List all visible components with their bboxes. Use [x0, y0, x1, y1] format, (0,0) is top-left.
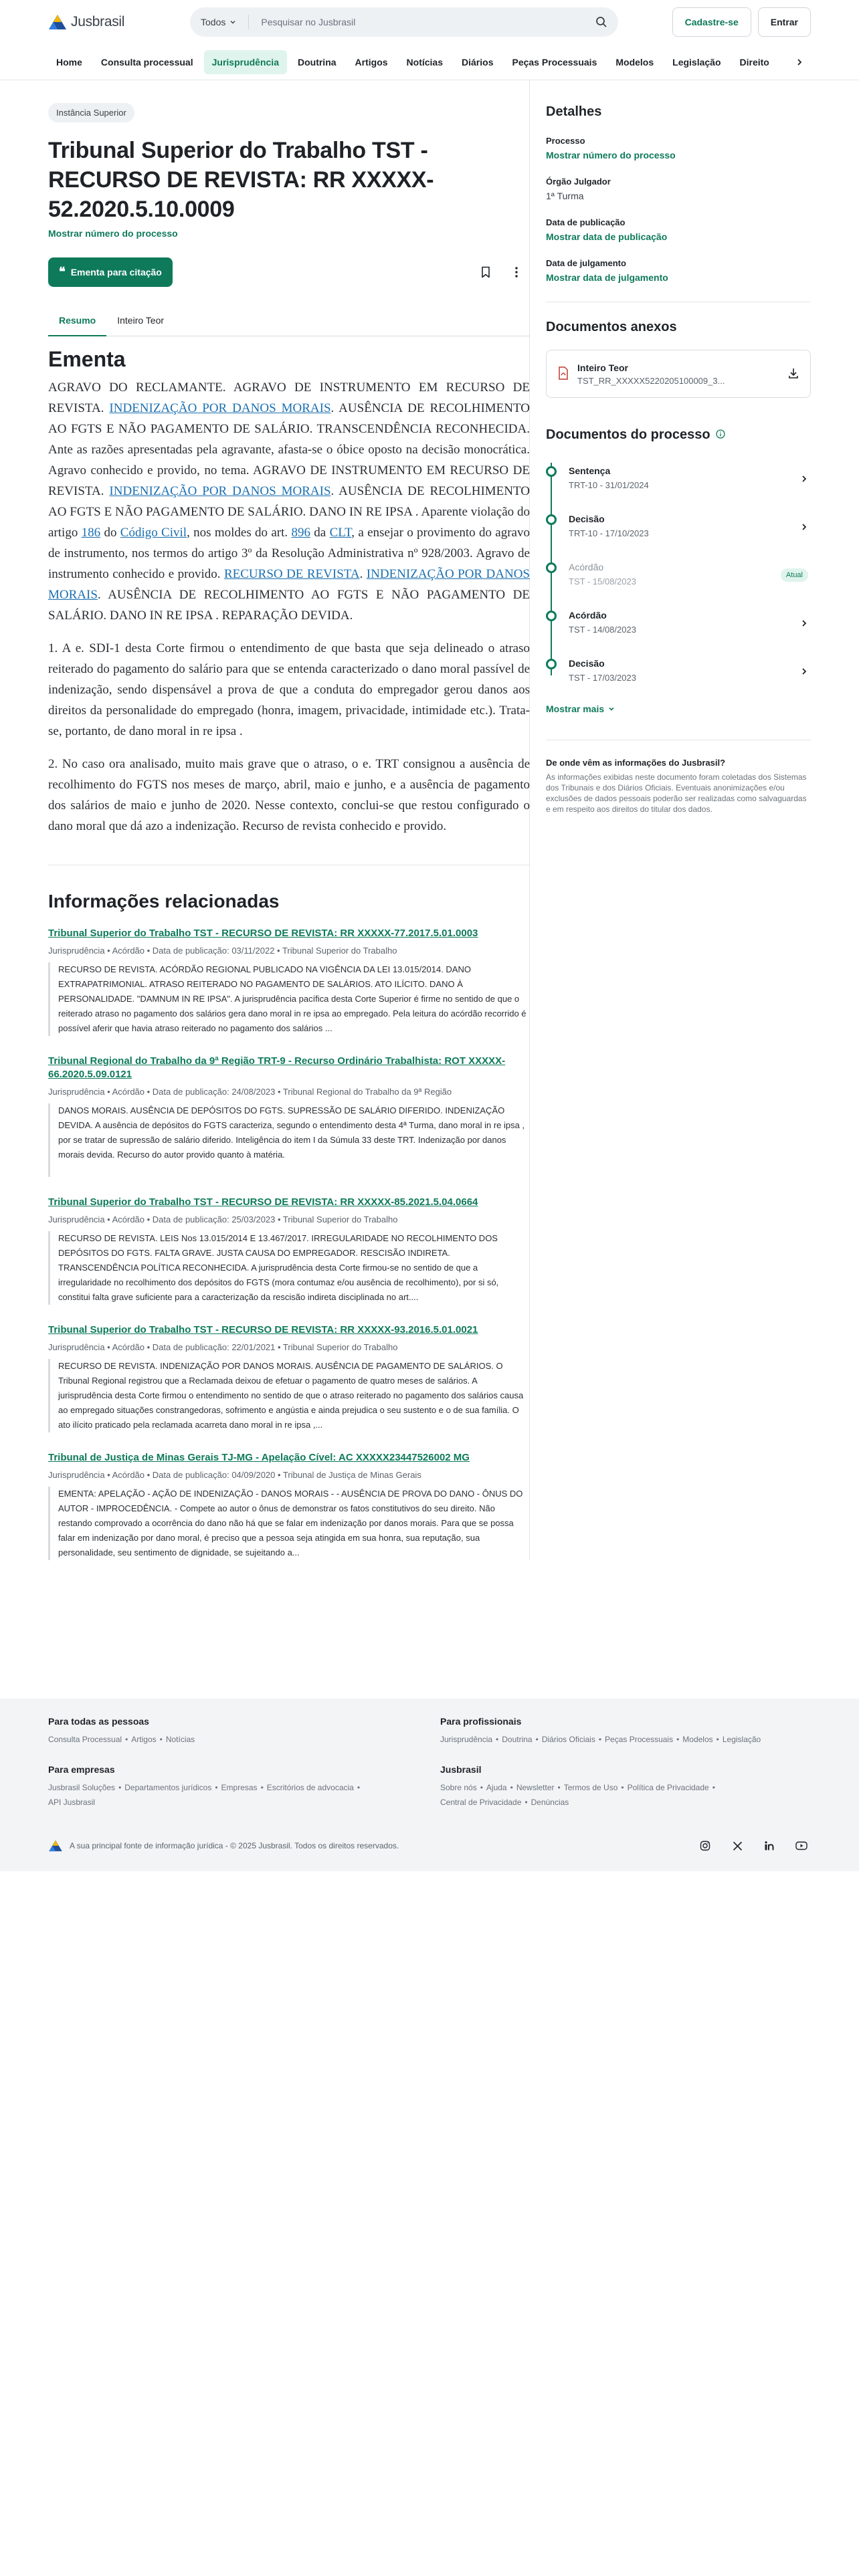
timeline-item[interactable] — [546, 455, 811, 503]
related-item-meta: Jurisprudência • Acórdão • Data de publicação: 03/11/2022 • Tribunal Superior do Trabalho — [48, 946, 397, 956]
tab-resumo[interactable]: Resumo — [48, 307, 106, 336]
ementa-paragraph-2: 1. A e. SDI-1 desta Corte firmou o entendimento de que basta que seja delineado o atraso reiterado do pagamento do salário para que se entenda caracterizado o dano moral passível de indenização, sendo dispensável a prova de que a conduta do empregador gerou danos aos direitos da personalidade do empregado (honra, imagem, privacidade, intimidade etc.). Trata-se, portanto, de dano moral in re ipsa . — [48, 641, 530, 738]
indenizacao-link[interactable]: INDENIZAÇÃO POR DANOS MORAIS — [109, 484, 331, 498]
download-icon[interactable] — [787, 367, 799, 381]
footer-link[interactable]: Jusbrasil Soluções — [48, 1783, 116, 1792]
chevron-down-icon — [608, 706, 615, 712]
nav-item-noticias[interactable]: Notícias — [406, 56, 444, 68]
linkedin-icon[interactable] — [763, 1839, 776, 1852]
show-process-number-link[interactable]: Mostrar número do processo — [546, 150, 676, 160]
footer-link[interactable]: Doutrina — [502, 1735, 533, 1744]
chevron-right-icon — [797, 475, 811, 483]
nav-item-jurisprudencia[interactable]: Jurisprudência — [204, 50, 287, 74]
show-process-number-link[interactable]: Mostrar número do processo — [48, 228, 178, 239]
timeline-item[interactable] — [546, 503, 811, 551]
login-button[interactable]: Entrar — [758, 7, 811, 37]
nav-item-doutrina[interactable]: Doutrina — [297, 56, 337, 68]
footer-links: Consulta Processual • Artigos • Notícias — [48, 1735, 195, 1744]
nav-item-modelos[interactable]: Modelos — [615, 56, 654, 68]
bookmark-icon[interactable] — [476, 263, 495, 282]
ementa-heading: Ementa — [48, 347, 126, 371]
x-icon[interactable] — [731, 1839, 744, 1852]
related-item-title[interactable]: Tribunal de Justiça de Minas Gerais TJ-MG - Apelação Cível: AC XXXXX23447526002 MG — [48, 1452, 470, 1463]
related-item-meta: Jurisprudência • Acórdão • Data de publicação: 24/08/2023 • Tribunal Regional do Trabalho da 9ª Região — [48, 1087, 452, 1097]
related-item — [48, 927, 530, 1036]
related-item-excerpt: EMENTA: APELAÇÃO - AÇÃO DE INDENIZAÇÃO - DANOS MORAIS - - AUSÊNCIA DE PROVA DO DANO - ÔNUS DO AUTOR - IMPROCEDÊNCIA. - Compete ao autor o ônus de demonstrar os fatos constitutivos do seu direito. Não restando comprovado a ocorrência do dano não há que se falar em indenização por danos morais. Para que se possa falar em indenização por dano moral, é preciso que a pessoa seja atingida em sua honra, sua reputação, sua personalidade, seu sentimento de dignidade, se sujeitando a... — [48, 1487, 530, 1560]
related-item-excerpt: RECURSO DE REVISTA. INDENIZAÇÃO POR DANOS MORAIS. AUSÊNCIA DE PAGAMENTO DE SALÁRIOS. O Tribunal Regional registrou que a Reclamada deixou de efetuar o pagamento de quatro meses de salários. A jurisprudência desta Corte firmou o entendimento no sentido de que o atraso reiterado no pagamento dos salários causa ao empregado situações constrangedoras, sofrimento e angústia e ainda prejudica o seu sustento e o de sua família. O ato ilícito praticado pela reclamada acarreta dano moral in re ipsa ,... — [48, 1359, 530, 1432]
footer-heading: Para empresas — [48, 1764, 115, 1775]
related-item-excerpt: RECURSO DE REVISTA. LEIS Nos 13.015/2014 E 13.467/2017. IRREGULARIDADE NO RECOLHIMENTO DOS DEPÓSITOS DO FGTS. FALTA GRAVE. JUSTA CAUSA DO EMPREGADOR. RESCISÃO INDIRETA. TRANSCENDÊNCIA POLÍTICA RECONHECIDA. A jurisprudência desta Corte firmou-se no sentido de que a irregularidade no recolhimento dos depósitos do FGTS (mora contumaz e/ou ausência de recolhimento), por si só, constitui falta grave suficiente para a caracterização da rescisão indireta disciplinada no art.... — [48, 1231, 530, 1305]
footer-link[interactable]: Legislação — [722, 1735, 761, 1744]
quote-icon: ❝ — [59, 265, 66, 279]
ementa-text: do — [100, 526, 120, 540]
artigo-186-link[interactable]: 186 — [81, 526, 101, 540]
related-item-meta: Jurisprudência • Acórdão • Data de publicação: 25/03/2023 • Tribunal Superior do Trabalho — [48, 1214, 398, 1224]
timeline-item-sub: TRT-10 - 31/01/2024 — [569, 479, 649, 490]
ementa-text: AGRAVO DO RECLAMANTE. AGRAVO DE INSTRUMENTO EM RECURSO DE REVISTA. — [48, 381, 530, 415]
footer-column-1 — [48, 1716, 440, 1810]
logo-icon — [48, 14, 67, 30]
footer-link[interactable]: Termos de Uso — [563, 1783, 618, 1792]
logo-icon — [48, 1840, 63, 1852]
timeline-item-sub: TST - 15/08/2023 — [569, 576, 636, 586]
footer-links: Sobre nós • Ajuda • Newsletter • Termos de Uso • Política de Privacidade • Central de Privacidade • Denúncias — [440, 1783, 715, 1807]
footer-link[interactable]: Denúncias — [531, 1798, 569, 1807]
related-item — [48, 1055, 530, 1177]
ementa-text: , a ensejar o provimento do agravo de instrumento, nos termos do artigo 3º da Resolução Administrativa nº 928/2003. Agravo de instrumento conhecido e provido. — [48, 526, 530, 581]
document-icon-actions — [476, 263, 530, 282]
document-tabs — [48, 307, 530, 336]
social-links — [698, 1839, 811, 1852]
nav-item-diarios[interactable]: Diários — [462, 56, 494, 68]
orgao-julgador-label: Órgão Julgador — [546, 177, 611, 187]
ementa-paragraph-1 — [48, 377, 530, 626]
ementa-text: , nos moldes do art. — [187, 526, 292, 540]
processo-label: Processo — [546, 136, 585, 146]
signup-button[interactable]: Cadastre-se — [672, 7, 751, 37]
search-scope-select[interactable] — [201, 15, 249, 29]
details-heading: Detalhes — [546, 104, 602, 119]
timeline-dot — [546, 514, 557, 525]
timeline-item-title: Sentença — [569, 465, 611, 476]
related-item-title[interactable]: Tribunal Superior do Trabalho TST - RECURSO DE REVISTA: RR XXXXX-85.2021.5.04.0664 — [48, 1196, 478, 1208]
cite-button-label: Ementa para citação — [70, 267, 162, 278]
process-timeline — [546, 455, 811, 695]
chevron-right-icon — [797, 619, 811, 627]
main-nav — [0, 44, 859, 80]
chevron-right-icon — [797, 667, 811, 675]
footer-link[interactable]: Diários Oficiais — [541, 1735, 595, 1744]
footer-heading: Para todas as pessoas — [48, 1716, 149, 1727]
logo-text: Jusbrasil — [71, 14, 125, 29]
ementa-paragraph-3: 2. No caso ora analisado, muito mais grave que o atraso, o e. TRT consignou a ausência de recolhimento do FGTS nos meses de março, abril, maio e junho, e a ausência de pagamento dos salários de maio e junho de 2020. Nesse contexto, conclui-se que restou configurado o dano moral que dá azo a indenização. Recurso de revista conhecido e provido. — [48, 757, 530, 833]
related-item-title[interactable]: Tribunal Regional do Trabalho da 9ª Região TRT-9 - Recurso Ordinário Trabalhista: ROT XXXXX-66.2020.5.09.0121 — [48, 1055, 506, 1080]
ementa-body — [48, 377, 530, 837]
clt-link[interactable]: CLT — [329, 526, 352, 540]
footer-link[interactable]: Jurisprudência — [440, 1735, 493, 1744]
related-list — [48, 927, 530, 1560]
timeline-item-title: Acórdão — [569, 609, 607, 621]
ementa-text: da — [310, 526, 330, 540]
footer-links: Jusbrasil Soluções • Departamentos jurídicos • Empresas • Escritórios de advocacia • API Jusbrasil — [48, 1783, 361, 1807]
instance-chip: Instância Superior — [48, 103, 134, 122]
footer-link[interactable]: Ajuda — [486, 1783, 507, 1792]
ementa-text: . AUSÊNCIA DE RECOLHIMENTO AO FGTS E NÃO PAGAMENTO DE SALÁRIO. DANO IN RE IPSA . Aparente violação do artigo — [48, 484, 530, 540]
footer-link[interactable]: Central de Privacidade — [440, 1798, 522, 1807]
annex-filename: TST_RR_XXXXX5220205100009_3... — [577, 375, 725, 386]
timeline-item[interactable] — [546, 599, 811, 647]
show-judgment-date-link[interactable]: Mostrar data de julgamento — [546, 272, 668, 283]
footer-link[interactable]: Departamentos jurídicos — [124, 1783, 212, 1792]
timeline-dot — [546, 611, 557, 621]
info-icon[interactable] — [716, 429, 725, 441]
nav-item-home[interactable]: Home — [56, 56, 82, 68]
nav-item-direito[interactable]: Direito — [739, 56, 769, 68]
timeline-item-title: Decisão — [569, 513, 605, 524]
annex-title: Inteiro Teor — [577, 362, 628, 373]
ementa-text: . AUSÊNCIA DE RECOLHIMENTO AO FGTS E NÃO PAGAMENTO DE SALÁRIO. TRANSCENDÊNCIA RECONHECIDA. Ante as razões apresentadas pela agravante, afasta-se o óbice oposto na decisão monocrática. Agravo conhecido e provido, no tema. AGRAVO DE INSTRUMENTO EM RECURSO DE REVISTA. — [48, 401, 530, 498]
search-bar — [190, 7, 618, 37]
codigo-civil-link[interactable]: Código Civil — [120, 526, 187, 540]
copyright-text: A sua principal fonte de informação jurídica - © 2025 Jusbrasil. Todos os direitos reservados. — [70, 1841, 399, 1850]
artigo-896-link[interactable]: 896 — [291, 526, 310, 540]
footer — [0, 1699, 859, 1871]
pdf-file-icon — [557, 366, 569, 382]
header-actions — [672, 7, 811, 37]
related-item-title[interactable]: Tribunal Superior do Trabalho TST - RECURSO DE REVISTA: RR XXXXX-77.2017.5.01.0003 — [48, 928, 478, 939]
search-icon[interactable] — [595, 16, 607, 28]
nav-item-artigos[interactable]: Artigos — [355, 56, 388, 68]
source-text: As informações exibidas neste documento foram coletadas dos Sistemas dos Tribunais e dos Diários Oficiais. Eventuais anonimizações e/ou exclusões de dados pessoais poderão ser realizadas como salvaguardas e em respeito aos direitos do titular dos dados. — [546, 772, 807, 814]
timeline-item-current — [546, 551, 811, 599]
sidebar — [530, 80, 811, 1560]
process-docs-header — [546, 427, 811, 443]
nav-item-pecas-processuais[interactable]: Peças Processuais — [512, 56, 597, 68]
annex-card[interactable] — [546, 350, 811, 398]
copyright — [48, 1840, 399, 1852]
footer-link[interactable]: Empresas — [221, 1783, 258, 1792]
footer-column-2 — [440, 1716, 815, 1810]
show-more-link[interactable] — [546, 704, 811, 714]
jusbrasil-logo[interactable] — [48, 14, 190, 30]
footer-bottom — [48, 1839, 811, 1852]
footer-link[interactable]: API Jusbrasil — [48, 1798, 96, 1807]
recurso-de-revista-link[interactable]: RECURSO DE REVISTA — [223, 567, 360, 581]
search-input[interactable] — [249, 17, 595, 27]
instagram-icon[interactable] — [698, 1839, 712, 1852]
related-item — [48, 1323, 530, 1432]
related-heading: Informações relacionadas — [48, 891, 280, 911]
nav-item-consulta-processual[interactable]: Consulta processual — [100, 56, 193, 68]
footer-heading: Para profissionais — [440, 1716, 522, 1727]
footer-link[interactable]: Artigos — [131, 1735, 157, 1744]
timeline-item-title: Acórdão — [569, 561, 604, 572]
footer-heading: Jusbrasil — [440, 1764, 482, 1775]
main-column — [48, 80, 530, 1560]
chevron-right-icon — [797, 523, 811, 531]
more-options-icon[interactable] — [507, 263, 526, 282]
indenizacao-link[interactable]: INDENIZAÇÃO POR DANOS MORAIS — [48, 567, 530, 602]
related-item-excerpt: RECURSO DE REVISTA. ACÓRDÃO REGIONAL PUBLICADO NA VIGÊNCIA DA LEI 13.015/2014. DANO EXTRAPATRIMONIAL. ATRASO REITERADO NO PAGAMENTO DE SALÁRIOS. ATO ILÍCITO. DANO À PERSONALIDADE. "DAMNUM IN RE IPSA". A jurisprudência pacífica desta Corte Superior é firme no sentido de que o reiterado atraso no pagamento dos salários gera dano moral in re ipsa ao empregado. Pela leitura do acórdão recorrido é possível aferir que havia atraso reiterado no pagamento dos salários ... — [48, 962, 530, 1036]
timeline-dot — [546, 466, 557, 477]
timeline-item[interactable] — [546, 647, 811, 695]
publicacao-label: Data de publicação — [546, 217, 626, 227]
footer-link[interactable]: Notícias — [165, 1735, 195, 1744]
footer-links: Jurisprudência • Doutrina • Diários Oficiais • Peças Processuais • Modelos • Legislação — [440, 1735, 761, 1744]
process-docs-heading: Documentos do processo — [546, 427, 710, 442]
ementa-text: . — [359, 567, 367, 581]
footer-link[interactable]: Modelos — [682, 1735, 713, 1744]
timeline-dot — [546, 562, 557, 573]
timeline-item-title: Decisão — [569, 657, 605, 669]
julgamento-label: Data de julgamento — [546, 258, 626, 268]
cite-button[interactable] — [48, 257, 173, 287]
related-item-title[interactable]: Tribunal Superior do Trabalho TST - RECURSO DE REVISTA: RR XXXXX-93.2016.5.01.0021 — [48, 1324, 478, 1335]
annex-heading: Documentos anexos — [546, 320, 677, 334]
related-item — [48, 1451, 530, 1560]
action-row — [48, 257, 530, 287]
orgao-julgador-value: 1ª Turma — [546, 191, 584, 201]
footer-link[interactable]: Escritórios de advocacia — [266, 1783, 354, 1792]
timeline-item-sub: TST - 14/08/2023 — [569, 624, 636, 635]
timeline-item-sub: TRT-10 - 17/10/2023 — [569, 528, 649, 538]
nav-item-legislacao[interactable]: Legislação — [672, 56, 721, 68]
tab-inteiro-teor[interactable]: Inteiro Teor — [117, 315, 165, 326]
source-heading: De onde vêm as informações do Jusbrasil? — [546, 758, 726, 768]
timeline-item-sub: TST - 17/03/2023 — [569, 672, 636, 683]
content-container — [0, 80, 859, 1560]
footer-link[interactable]: Sobre nós — [440, 1783, 477, 1792]
ementa-text: . AUSÊNCIA DE RECOLHIMENTO AO FGTS E NÃO PAGAMENTO DE SALÁRIO. DANO IN RE IPSA . REPARAÇÃO DEVIDA. — [48, 588, 530, 623]
youtube-icon[interactable] — [795, 1839, 808, 1852]
related-item-excerpt: DANOS MORAIS. AUSÊNCIA DE DEPÓSITOS DO FGTS. SUPRESSÃO DE SALÁRIO DIFERIDO. INDENIZAÇÃO DEVIDA. A ausência de depósitos do FGTS caracteriza, segundo o entendimento desta 4ª Turma, dano moral in re ipsa , por se tratar de supressão de salário diferido. Inteligência do item I da Súmula 33 deste TRT. Indenização por danos morais devida. Recurso do autor provido quanto à matéria. — [48, 1103, 530, 1177]
related-item-meta: Jurisprudência • Acórdão • Data de publicação: 04/09/2020 • Tribunal de Justiça de Minas Gerais — [48, 1470, 421, 1480]
footer-link[interactable]: Política de Privacidade — [627, 1783, 709, 1792]
top-bar — [0, 0, 859, 44]
current-badge: Atual — [781, 568, 808, 582]
footer-link[interactable]: Newsletter — [516, 1783, 555, 1792]
chevron-down-icon — [229, 19, 236, 25]
show-publication-date-link[interactable]: Mostrar data de publicação — [546, 231, 668, 242]
timeline-dot — [546, 659, 557, 669]
footer-link[interactable]: Consulta Processual — [48, 1735, 122, 1744]
indenizacao-link[interactable]: INDENIZAÇÃO POR DANOS MORAIS — [109, 401, 331, 415]
footer-link[interactable]: Peças Processuais — [605, 1735, 674, 1744]
search-scope-label: Todos — [201, 17, 226, 27]
nav-scroll-right-icon[interactable] — [788, 51, 811, 74]
related-item-meta: Jurisprudência • Acórdão • Data de publicação: 22/01/2021 • Tribunal Superior do Trabalho — [48, 1342, 398, 1352]
related-item — [48, 1196, 530, 1305]
show-more-label: Mostrar mais — [546, 704, 605, 714]
page-title: Tribunal Superior do Trabalho TST - RECURSO DE REVISTA: RR XXXXX-52.2020.5.10.0009 — [48, 138, 434, 222]
